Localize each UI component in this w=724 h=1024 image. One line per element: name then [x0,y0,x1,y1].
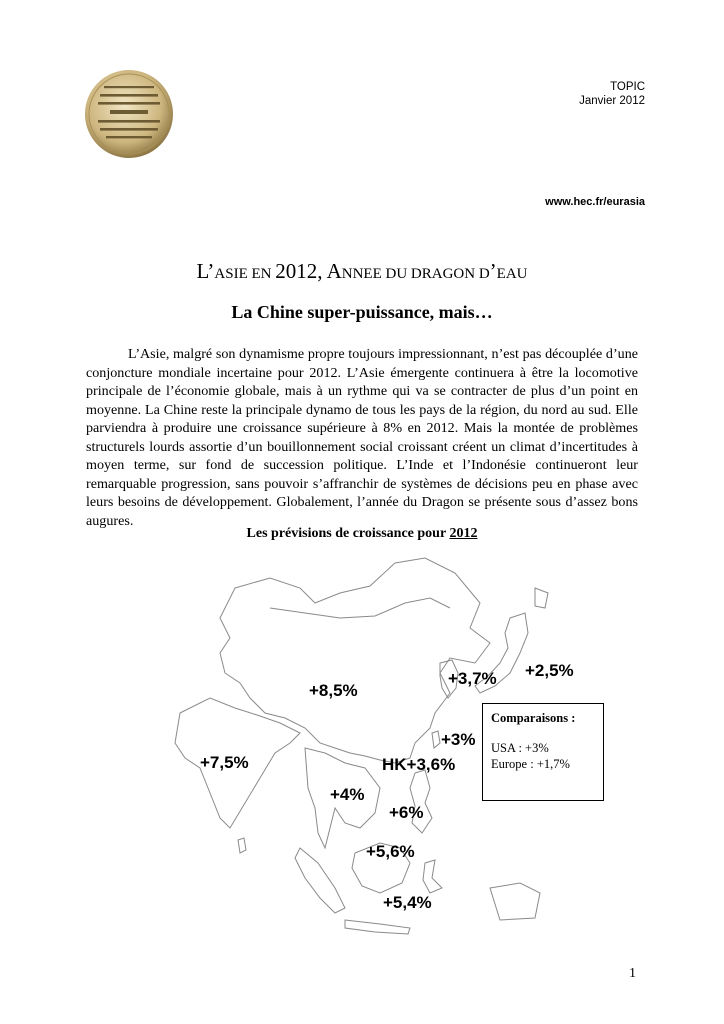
label-hongkong: HK+3,6% [382,755,456,774]
institute-logo-seal [84,68,174,160]
title-part: ’ [489,259,497,283]
title-part: EAU [496,266,528,282]
header-topic-block [579,80,645,108]
page-number: 1 [629,966,636,981]
title-part: NNEE DU DRAGON D [341,266,490,282]
taiwan-outline [432,731,440,748]
title-part: ASIE EN [214,266,276,282]
comparison-europe: Europe : +1,7% [491,757,570,771]
label-taiwan: +3% [441,730,476,749]
label-philippines: +6% [389,803,424,822]
topic-label: TOPIC [610,81,645,93]
label-indonesia: +5,4% [383,893,432,912]
intro-paragraph: L’Asie, malgré son dynamisme propre toujours impressionnant, n’est pas découplée d’une conjoncture mondiale incertaine pour 2012. L’Asie émergente continuera à être la locomotive principale de l’économie globale, mais à un rythme qui va se contracter de plus d’un point en moyenne. La Chine reste la principale dynamo de tous les pays de la région, du nord au sud. Elle parviendra à produire une croissance supérieure à 8% en 2012. Mais la montée de problèmes structurels lourds assortie d’un bouillonnement social croissant créent un climat d’incertitudes à moyen terme, sur fond de succession politique. L’Inde et l’Indonésie continueront leur remarquable progression, sans pouvoir s’affranchir de systèmes de décisions peu en phase avec leurs besoins de développement. Globalement, l’année du Dragon se présente sous d’assez bons augures. [86,346,638,529]
caption-year: 2012 [449,526,478,541]
sumatra-outline [295,848,345,913]
philippines-outline [410,770,432,833]
label-korea: +3,7% [448,669,497,688]
page-title [0,258,724,287]
map-caption [0,526,724,542]
comparisons-heading: Comparaisons : [491,711,576,725]
label-china: +8,5% [309,681,358,700]
issue-date: Janvier 2012 [579,95,645,107]
website-link[interactable]: www.hec.fr/eurasia [545,196,645,208]
label-india: +7,5% [200,753,249,772]
caption-text: Les prévisions de croissance pour [246,526,450,541]
comparison-usa: USA : +3% [491,741,549,755]
label-malaysia: +5,6% [366,842,415,861]
page-subtitle: La Chine super-puissance, mais… [231,302,493,322]
comparisons-box [482,703,604,801]
title-part: L’ [196,259,215,283]
label-japan: +2,5% [525,661,574,680]
java-outline [345,920,410,934]
label-thailand: +4% [330,785,365,804]
title-part: 2012, A [275,259,342,283]
